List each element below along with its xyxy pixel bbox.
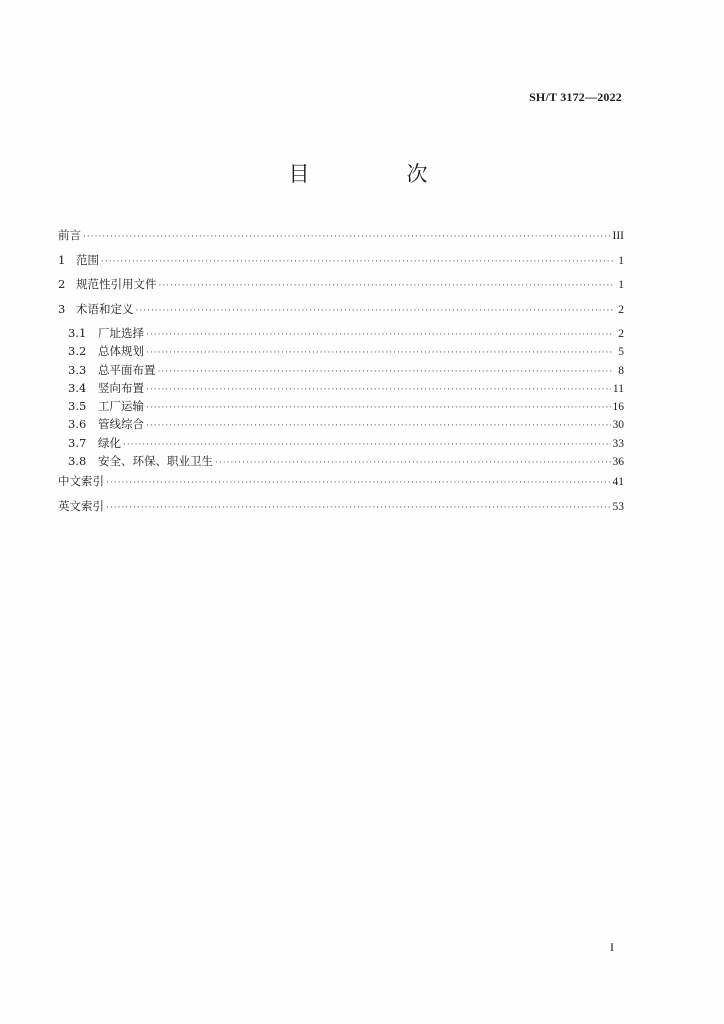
toc-entry-label: 中文索引 (58, 474, 104, 489)
dot-leader (146, 330, 614, 340)
dot-leader (101, 257, 614, 267)
toc-entry-normative-references[interactable] (58, 276, 624, 301)
toc-entry-label: 管线综合 (98, 417, 144, 432)
dot-leader (106, 503, 611, 513)
toc-entry-label: 安全、环保、职业卫生 (98, 454, 213, 469)
toc-entry-number: 2 (58, 277, 66, 291)
toc-entry-label: 规范性引用文件 (76, 277, 157, 291)
toc-entry-page: III (612, 230, 624, 242)
toc-entry-number: 3.7 (68, 435, 87, 450)
dot-leader (146, 385, 611, 395)
toc-entry-english-index[interactable] (58, 498, 624, 523)
toc-entry-number: 3 (58, 301, 66, 316)
toc-entry-page: 1 (618, 254, 624, 267)
toc-entry-page: 53 (612, 500, 624, 513)
toc-entry-label: 术语和定义 (76, 301, 134, 316)
table-of-contents (58, 227, 624, 522)
dot-leader (215, 458, 611, 468)
toc-entry-label: 英文索引 (58, 498, 104, 513)
toc-entry-label: 厂址选择 (98, 326, 144, 340)
toc-subentry-pipeline-integration[interactable] (58, 416, 624, 434)
page-title: 目 次 (288, 162, 466, 186)
page-number: I (610, 940, 614, 954)
toc-entry-page: 41 (612, 476, 624, 489)
dot-leader (146, 403, 611, 413)
toc-entry-label: 绿化 (98, 435, 121, 450)
toc-entry-number: 3.1 (68, 326, 87, 340)
toc-entry-number: 3.2 (68, 344, 87, 359)
toc-entry-number: 3.4 (68, 380, 87, 395)
toc-entry-page: 1 (618, 279, 624, 291)
dot-leader (158, 367, 615, 377)
dot-leader (83, 232, 611, 242)
toc-entry-page: 33 (612, 437, 624, 450)
toc-subentry-master-planning[interactable] (58, 343, 624, 361)
toc-entry-scope[interactable] (58, 252, 624, 277)
dot-leader (136, 306, 615, 316)
toc-entry-number: 3.8 (68, 454, 87, 469)
dot-leader (159, 281, 615, 291)
dot-leader (146, 421, 611, 431)
toc-entry-page: 36 (612, 456, 624, 469)
toc-entry-label: 竖向布置 (98, 380, 144, 395)
toc-entry-page: 5 (618, 346, 624, 359)
toc-subentry-general-layout[interactable] (58, 362, 624, 380)
toc-entry-foreword[interactable] (58, 227, 624, 252)
dot-leader (146, 348, 614, 358)
toc-entry-page: 8 (618, 364, 624, 377)
toc-entry-chinese-index[interactable] (58, 473, 624, 498)
toc-entry-number: 1 (58, 252, 66, 267)
standard-code: SH/T 3172—2022 (529, 90, 622, 104)
toc-entry-label: 总平面布置 (98, 362, 156, 377)
toc-entry-page: 2 (618, 303, 624, 316)
toc-entry-page: 11 (612, 382, 624, 395)
toc-entry-label: 范围 (76, 252, 99, 267)
toc-subentry-plant-transport[interactable] (58, 398, 624, 416)
toc-entry-label: 前言 (58, 228, 81, 242)
toc-subentry-vertical-layout[interactable] (58, 380, 624, 398)
toc-entry-page: 16 (612, 401, 624, 414)
toc-subentry-greening[interactable] (58, 435, 624, 453)
dot-leader (123, 440, 611, 450)
toc-entry-label: 总体规划 (98, 344, 144, 359)
toc-entry-page: 30 (612, 419, 624, 432)
toc-entry-label: 工厂运输 (98, 399, 144, 414)
toc-entry-terms-definitions[interactable] (58, 301, 624, 326)
toc-entry-page: 2 (618, 328, 624, 340)
toc-entry-number: 3.3 (68, 362, 87, 377)
toc-subentry-site-selection[interactable] (58, 325, 624, 343)
toc-entry-number: 3.6 (68, 417, 87, 432)
toc-entry-number: 3.5 (68, 399, 87, 414)
dot-leader (106, 478, 611, 488)
toc-subentry-safety-environment-health[interactable] (58, 453, 624, 471)
